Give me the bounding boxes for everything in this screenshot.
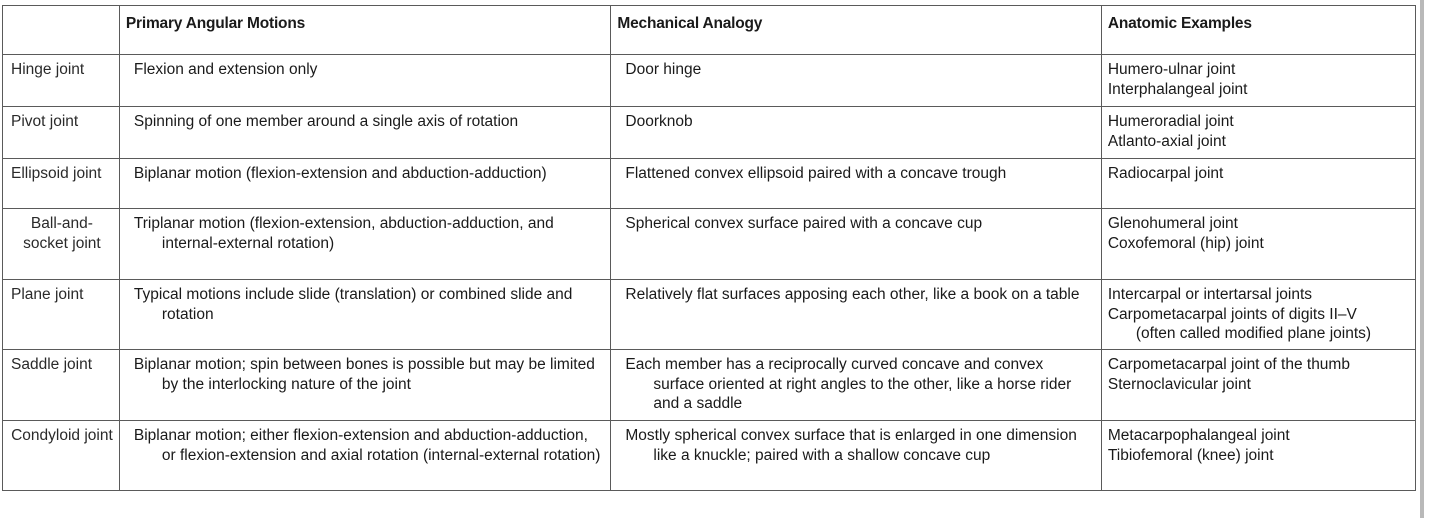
analogy-cell	[611, 209, 1101, 280]
analogy-text: Spherical convex surface paired with a concave cup	[625, 215, 983, 232]
examples-cell	[1101, 159, 1415, 209]
analogy-cell	[611, 350, 1101, 421]
example-item: Humero-ulnar joint	[1107, 61, 1236, 78]
example-item: Radiocarpal joint	[1107, 165, 1224, 182]
joint-name: Plane joint	[11, 286, 84, 303]
analogy-cell	[611, 107, 1101, 159]
joint-name: Pivot joint	[11, 113, 79, 130]
examples-cell	[1101, 209, 1415, 280]
header-primary-angular-motions: Primary Angular Motions	[119, 6, 611, 55]
motion-text: Triplanar motion (flexion-extension, abduction-adduction, and internal-external rotation)	[133, 215, 554, 252]
motion-cell	[119, 421, 611, 491]
table-row	[3, 159, 1416, 209]
analogy-cell	[611, 159, 1101, 209]
table-row	[3, 55, 1416, 107]
example-item: Sternoclavicular joint	[1107, 375, 1251, 393]
analogy-text: Relatively flat surfaces apposing each other, like a book on a table	[625, 286, 1080, 303]
example-item: Interphalangeal joint	[1107, 80, 1248, 98]
motion-cell	[119, 350, 611, 421]
motion-cell	[119, 280, 611, 350]
example-item: Tibiofemoral (knee) joint	[1107, 446, 1274, 464]
motion-text: Biplanar motion; either flexion-extension and abduction-adduction, or flexion-extension and axial rotation (internal-external rotation)	[133, 427, 601, 464]
joint-name-cell	[3, 350, 120, 421]
joint-name-cell	[3, 107, 120, 159]
joint-classification-table	[2, 5, 1416, 491]
table-row	[3, 280, 1416, 350]
example-item: (often called modified plane joints)	[1135, 325, 1372, 342]
joint-name-cell	[3, 55, 120, 107]
motion-text: Typical motions include slide (translation) or combined slide and rotation	[133, 286, 573, 323]
example-item: Atlanto-axial joint	[1107, 132, 1226, 150]
examples-cell	[1101, 107, 1415, 159]
joint-name: Hinge joint	[11, 61, 85, 78]
motion-cell	[119, 55, 611, 107]
analogy-cell	[611, 280, 1101, 350]
analogy-text: Door hinge	[625, 61, 702, 78]
analogy-text: Doorknob	[625, 113, 693, 130]
joint-name: Ellipsoid joint	[11, 165, 102, 182]
analogy-cell	[611, 421, 1101, 491]
examples-cell	[1101, 280, 1415, 350]
example-item: Coxofemoral (hip) joint	[1107, 234, 1264, 252]
table-row	[3, 350, 1416, 421]
example-item: Intercarpal or intertarsal joints	[1107, 286, 1313, 303]
motion-text: Biplanar motion (flexion-extension and abduction-adduction)	[133, 165, 547, 182]
example-item: Carpometacarpal joint of the thumb	[1107, 356, 1350, 373]
joint-name-cell	[3, 280, 120, 350]
joint-name: Ball-and-socket joint	[23, 215, 101, 252]
page-edge-divider	[1420, 0, 1424, 518]
analogy-cell	[611, 55, 1101, 107]
header-anatomic-examples: Anatomic Examples	[1101, 6, 1415, 55]
examples-cell	[1101, 421, 1415, 491]
motion-text: Flexion and extension only	[133, 61, 318, 78]
analogy-text: Mostly spherical convex surface that is enlarged in one dimension like a knuckle; paired with a shallow concave cup	[625, 427, 1077, 464]
joint-name-cell	[3, 209, 120, 280]
analogy-text: Flattened convex ellipsoid paired with a concave trough	[625, 165, 1007, 182]
example-item: Humeroradial joint	[1107, 113, 1234, 130]
motion-cell	[119, 159, 611, 209]
analogy-text: Each member has a reciprocally curved concave and convex surface oriented at right angles to the other, like a horse rider and a saddle	[625, 356, 1072, 412]
motion-cell	[119, 107, 611, 159]
joint-name-cell	[3, 159, 120, 209]
joint-name: Saddle joint	[11, 356, 93, 373]
example-item: Metacarpophalangeal joint	[1107, 427, 1290, 444]
table-row	[3, 107, 1416, 159]
table-row	[3, 209, 1416, 280]
joint-name: Condyloid joint	[11, 427, 113, 444]
examples-cell	[1101, 55, 1415, 107]
header-mechanical-analogy: Mechanical Analogy	[611, 6, 1101, 55]
header-joint-type	[3, 6, 120, 55]
joint-name-cell	[3, 421, 120, 491]
examples-cell	[1101, 350, 1415, 421]
example-item: Carpometacarpal joints of digits II–V	[1107, 305, 1357, 323]
motion-cell	[119, 209, 611, 280]
motion-text: Spinning of one member around a single axis of rotation	[133, 113, 519, 130]
table-row	[3, 421, 1416, 491]
motion-text: Biplanar motion; spin between bones is possible but may be limited by the interlocking nature of the joint	[133, 356, 595, 393]
example-item: Glenohumeral joint	[1107, 215, 1238, 232]
table-header-row	[3, 6, 1416, 55]
